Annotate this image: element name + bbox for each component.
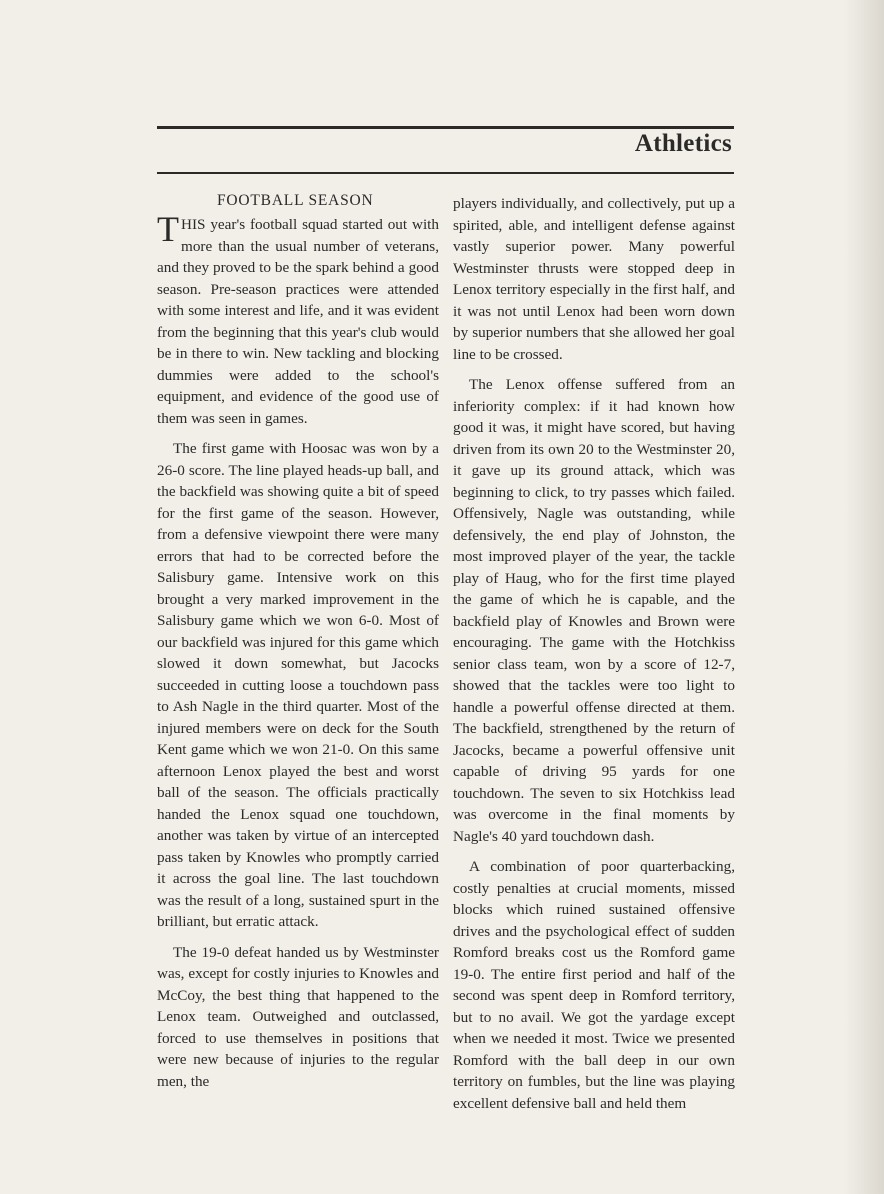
page-edge-shadow — [844, 0, 884, 1194]
left-column — [157, 190, 439, 1101]
paragraph — [157, 209, 439, 429]
paragraph: The Lenox offense suffered from an inferiority complex: if it had known how good it was, it might have scored, but having driven from its own 20 to the Westminster 20, it gave up its ground attack, which was beginning to click, to try passes which failed. Offensively, Nagle was outstanding, while defensively, the end play of Johnston, the most improved player of the year, the tackle play of Haug, who for the first time played the game of which he is capable, and the backfield play of Knowles and Brown were encouraging. The game with the Hotchkiss senior class team, won by a score of 12-7, showed that the tackles were too light to handle a powerful offense directed at them. The backfield, strengthened by the return of Jacocks, became a powerful offensive unit capable of driving 95 yards for one touchdown. The seven to six Hotchkiss lead was overcome in the final moments by Nagle's 40 yard touchdown dash. — [453, 376, 735, 845]
paragraph-text: HIS year's football squad started out with more than the usual number of veterans, and they proved to be the spark behind a good season. Pre-season practices were attended with some interest and life, and it was evident from the beginning that this year's club would be in there to win. New tackling and blocking dummies were added to the school's equipment, and evidence of the good use of them was seen in games. — [157, 216, 439, 427]
paragraph: A combination of poor quarterbacking, costly penalties at crucial moments, missed blocks which ruined sustained offensive drives and the psychological effect of sudden Romford breaks cost us the Romford game 19-0. The entire first period and half of the second was spent deep in Romford territory, but to no avail. We got the yardage except when we needed it most. Twice we presented Romford with the ball deep in our own territory on fumbles, but the line was playing excellent defensive ball and held them — [453, 858, 735, 1112]
drop-cap: T — [157, 209, 179, 249]
paragraph: The 19-0 defeat handed us by Westminster was, except for costly injuries to Knowles and McCoy, the best thing that happened to the Lenox team. Outweighed and outclassed, forced to use themselves in positions that were new because of injuries to the regular men, the — [157, 943, 439, 1090]
section-heading: FOOTBALL SEASON — [217, 192, 374, 209]
header-rule-bottom — [157, 172, 734, 174]
page-title: Athletics — [634, 130, 732, 157]
paragraph: players individually, and collectively, put up a spirited, able, and intelligent defense against vastly superior power. Many powerful Westminster thrusts were stopped deep in Lenox territory especially in the first half, and it was not until Lenox had been worn down by superior numbers that she allowed her goal line to be crossed. — [453, 195, 735, 363]
right-column — [453, 193, 735, 1123]
header-rule-top — [157, 126, 734, 129]
paragraph: The first game with Hoosac was won by a 26-0 score. The line played heads-up ball, and the backfield was showing quite a bit of speed for the first game of the season. However, from a defensive viewpoint there were many errors that had to be corrected before the Salisbury game. Intensive work on this brought a very marked improvement in the Salisbury game which we won 6-0. Most of our backfield was injured for this game which slowed it down somewhat, but Jacocks succeeded in cutting loose a touchdown pass to Ash Nagle in the third quarter. Most of the injured members were on deck for the South Kent game which we won 21-0. On this same afternoon Lenox played the best and worst ball of the season. The officials practically handed the Lenox squad one touchdown, another was taken by virtue of an intercepted pass taken by Knowles who promptly carried it across the goal line. The last touchdown was the result of a long, sustained spurt in the brilliant, but erratic attack. — [157, 440, 439, 930]
